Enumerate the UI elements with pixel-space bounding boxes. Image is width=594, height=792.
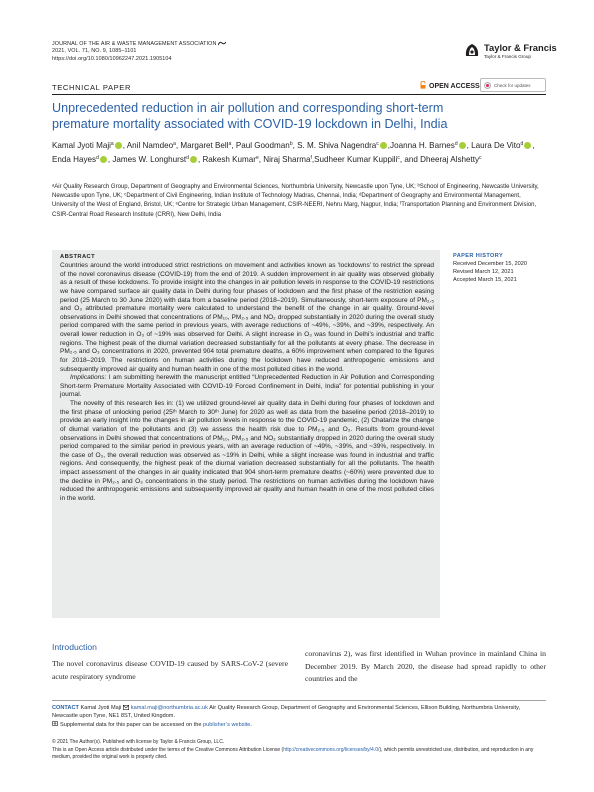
author[interactable] xyxy=(112,155,202,164)
journal-name: JOURNAL OF THE AIR & WASTE MANAGEMENT ASSOCIATION xyxy=(52,41,217,47)
author[interactable] xyxy=(180,141,235,150)
affiliations: ᵃAir Quality Research Group, Department of Geography and Environmental Sciences, Northumbria University, Newcastle upon Tyne, UK; ᵇSchool of Engineering, Newcastle University, Newcastle upon Tyne, UK; ᶜDepartment of Civil Engineering, Indian Institute of Technology Madras, Chennai, India; ᵈDepartment of Geography and Environmental Management, University of the West of England, Bristol, UK; ᵉCentre for Strategic Urban Management, CSIR-NEERI, Nehru Marg, Nagpur, India; ᶠTransportation Planning and Environment Division, CSIR-Central Road Research Institute (CRRI), New Delhi, India xyxy=(52,184,539,218)
contact-name: Kamal Jyoti Maji xyxy=(78,705,123,711)
author-list xyxy=(52,138,546,166)
email-icon xyxy=(123,705,129,710)
author[interactable] xyxy=(387,141,472,150)
author[interactable] xyxy=(311,155,421,164)
implications-paragraph xyxy=(60,374,434,400)
author-affiliation-mark: d xyxy=(96,155,99,161)
check-updates-button[interactable] xyxy=(480,78,546,92)
author-name: Dheeraj Alshetty xyxy=(420,155,480,164)
orcid-icon[interactable] xyxy=(190,156,197,163)
author-affiliation-mark: d xyxy=(454,141,458,147)
author[interactable] xyxy=(236,141,297,150)
author-separator: , xyxy=(292,141,298,150)
contact-address: Air Quality Research Group, Department of Geography and Environmental Sciences, Ellison Building, Northumbria University, Newcastle upon Tyne, NE1 8ST, United Kingdom. xyxy=(52,705,521,720)
contact-label: CONTACT xyxy=(52,705,79,711)
abstract-body xyxy=(60,262,434,504)
author[interactable] xyxy=(52,155,112,164)
author-separator: , xyxy=(466,141,472,150)
orcid-icon[interactable] xyxy=(100,156,107,163)
author-affiliation-mark: b xyxy=(289,141,293,147)
history-revised: Revised March 12, 2021 xyxy=(453,269,514,275)
history-accepted: Accepted March 15, 2021 xyxy=(453,277,517,283)
introduction-heading: Introduction xyxy=(52,642,97,652)
author-name: Margaret Bell xyxy=(180,141,229,150)
abstract-heading: ABSTRACT xyxy=(60,254,96,260)
awma-logo-icon xyxy=(218,41,226,46)
author-affiliation-mark: f xyxy=(310,155,312,161)
section-label: TECHNICAL PAPER xyxy=(52,83,132,92)
check-updates-label: Check for updates xyxy=(494,82,531,88)
contact-block xyxy=(52,704,546,729)
author-name: Enda Hayes xyxy=(52,155,97,164)
publisher-website-link[interactable]: publisher’s website xyxy=(203,721,251,728)
author-name: Anil Namdeo xyxy=(126,141,174,150)
author-name: Rakesh Kumar xyxy=(202,155,256,164)
title-line: premature mortality associated with COVID-19 lockdown in Delhi, India xyxy=(52,116,448,131)
history-heading: PAPER HISTORY xyxy=(453,253,504,259)
implications-text: I am submitting herewith the manuscript entitled “Unprecedented Reduction in Air Pollution and Corresponding Short-term Premature Mortality Associated with COVID-19 Forced Confinement in Delhi, India” for potential publishing in your journal. xyxy=(60,374,434,399)
author-affiliation-mark: a xyxy=(110,141,114,147)
supplemental-text: Supplemental data for this paper can be accessed on the xyxy=(60,721,204,728)
author-name: James W. Longhurst xyxy=(112,155,187,164)
author-separator: , xyxy=(387,141,391,150)
publisher-sub: Taylor & Francis Group xyxy=(484,54,531,59)
orcid-icon[interactable] xyxy=(459,142,466,149)
author-name: Kamal Jyoti Maji xyxy=(52,141,111,150)
publisher-name: Taylor & Francis xyxy=(484,42,557,53)
author[interactable] xyxy=(52,141,127,150)
abstract-paragraph: Countries around the world introduced strict restrictions on movement and activities known as ‘lockdowns’ to restrict the spread of the novel coronavirus disease (COVID-19) from the end of 2019. A sudden improvement in air quality was observed globally as a result of these lockdowns. To provide insight into the changes in air pollution levels in response to the COVID-19 restrictions we have compared surface air quality data in Delhi during four phases of lockdown and the first phase of the restriction easing period (25 March to 30 June 2020) with data from a baseline period (2018–2019). Simultaneously, short-term exposure of PM₂.₅ and O₃ attributed premature mortality were calculated to understand the benefit of the change in air quality. Ground-level observations in Delhi showed that concentrations of PM₁₀, PM₂.₅ and NO₂ dropped substantially in 2020 during the overall study period compared with the same period in previous years, with average reductions of ~49%, ~39%, and ~39%, respectively. An overall lower reduction in O₃ of ~19% was observed for Delhi. A slight increase in O₃ was found in Delhi’s industrial and traffic regions. The highest peak of the diurnal variation decreased substantially for all the pollutants at every phase. The decrease in PM₂.₅ and O₃ concentrations in 2020, prevented 904 total premature deaths, a 60% improvement when compared to the figures for 2018–2019. The restrictions on human activities during the lockdown have reduced anthropogenic emissions and subsequently improved air quality and human health in one of the most polluted cities in the world. xyxy=(60,262,434,373)
license-footer xyxy=(52,739,546,762)
novelty-paragraph: The novelty of this research lies in: (1) we utilized ground-level air quality data in Delhi during four phases of lockdown and the first phase of unlocking period (25ᵗʰ March to 30ᵗʰ June) for 2020 as well as data from the baseline period (2018–2019) to provide an early insight into the changes in air pollution levels in response to the COVID-19 pandemic, (2) Chatarize the change of diurnal variation of the pollutants and (3) we assess the health risk due to PM₂.₅ and O₃. Results from ground-level observations in Delhi showed that concentrations of PM₁₀, PM₂.₅ and NO₂ substantially dropped in 2020 during the overall study period compared to the similar period in previous years, with an average reduction of ~49%, ~39%, and ~39%, respectively. In the case of O₃, the overall reduction was observed as ~19% in Delhi, while a slight increase was found in industrial and traffic regions. And consequently, the highest peak of the diurnal variation decreased substantially for all the pollutants. The health impact assessment of the changes in air quality indicated that 904 short-term premature deaths (~60%) were prevented due to the decline in PM₂.₅ and O₃ concentrations in the study period. The restrictions on human activities during the lockdown have reduced the anthropogenic emissions and subsequently improved air quality and human health in one of the most polluted cities in the world. xyxy=(60,400,434,502)
supplemental-end: . xyxy=(250,721,252,728)
supplemental-line xyxy=(52,721,546,729)
license-link[interactable]: http://creativecommons.org/licenses/by/4.0/ xyxy=(283,746,380,753)
footer-divider xyxy=(52,700,546,701)
author-affiliation-mark: d xyxy=(520,141,524,147)
header-divider xyxy=(52,94,546,95)
author-separator: , xyxy=(197,155,203,164)
supplemental-icon xyxy=(52,721,58,726)
author-affiliation-mark: c xyxy=(479,155,482,161)
journal-info xyxy=(52,41,226,63)
author-affiliation-mark: a xyxy=(228,141,232,147)
author-affiliation-mark: d xyxy=(186,155,189,161)
orcid-icon[interactable] xyxy=(380,142,387,149)
crossmark-icon xyxy=(484,82,491,89)
history-received: Received December 15, 2020 xyxy=(453,261,528,267)
author[interactable] xyxy=(127,141,181,150)
author-name: Paul Goodman xyxy=(235,141,290,150)
author[interactable] xyxy=(471,141,534,150)
author-separator: , xyxy=(231,141,236,150)
author-affiliation-mark: c xyxy=(376,141,379,147)
intro-column-right: coronavirus 2), was first identified in Wuhan province in mainland China in December 2019. By March 2020, the disease had spread rapidly to other countries and the xyxy=(305,649,546,684)
author-name: Joanna H. Barnes xyxy=(390,141,455,150)
author-name: Sudheer Kumar Kuppili xyxy=(314,155,398,164)
license-text-end: ), which permits unrestricted use, distribution, and reproduction in any medium, provided the original work is properly cited. xyxy=(52,746,534,761)
implications-label: Implications: xyxy=(70,374,107,382)
author-separator: , xyxy=(122,141,127,150)
author-separator: , and xyxy=(399,155,421,164)
orcid-icon[interactable] xyxy=(115,142,122,149)
intro-column-left: The novel coronavirus disease COVID-19 caused by SARS-CoV-2 (severe acute respiratory syndrome xyxy=(52,659,288,681)
paper-history xyxy=(453,252,548,284)
orcid-icon[interactable] xyxy=(524,142,531,149)
author[interactable] xyxy=(297,141,390,150)
author-affiliation-mark: e xyxy=(255,155,259,161)
open-access-badge xyxy=(420,81,480,90)
author-separator: , xyxy=(107,155,113,164)
author-name: S. M. Shiva Nagendra xyxy=(297,141,377,150)
journal-doi[interactable]: https://doi.org/10.1080/10962247.2021.1905104 xyxy=(52,55,172,62)
license-text: This is an Open Access article distributed under the terms of the Creative Commons Attribution License ( xyxy=(52,746,284,753)
author-separator: , xyxy=(175,141,181,150)
article-title xyxy=(52,101,542,133)
open-access-label: OPEN ACCESS xyxy=(429,83,480,90)
author[interactable] xyxy=(202,155,263,164)
author[interactable] xyxy=(263,155,314,164)
copyright-line: © 2021 The Author(s). Published with license by Taylor & Francis Group, LLC. xyxy=(52,739,225,745)
author[interactable] xyxy=(420,155,481,164)
open-lock-icon xyxy=(420,81,426,89)
journal-volume: 2021, VOL. 71, NO. 9, 1085–1101 xyxy=(52,48,137,55)
author-name: Laura De Vito xyxy=(471,141,521,150)
contact-line xyxy=(52,704,546,721)
author-name: Niraj Sharma xyxy=(263,155,311,164)
author-affiliation-mark: a xyxy=(173,141,176,147)
title-line: Unprecedented reduction in air pollution and corresponding short-term xyxy=(52,101,444,115)
taylor-francis-logo-icon xyxy=(463,41,481,59)
author-separator: , xyxy=(311,155,315,164)
contact-email-link[interactable]: kamal.maji@northumbria.ac.uk xyxy=(130,705,208,711)
author-affiliation-mark: c xyxy=(397,155,400,161)
author-separator: , xyxy=(532,141,535,150)
license-line xyxy=(52,747,546,762)
author-separator: , xyxy=(258,155,264,164)
